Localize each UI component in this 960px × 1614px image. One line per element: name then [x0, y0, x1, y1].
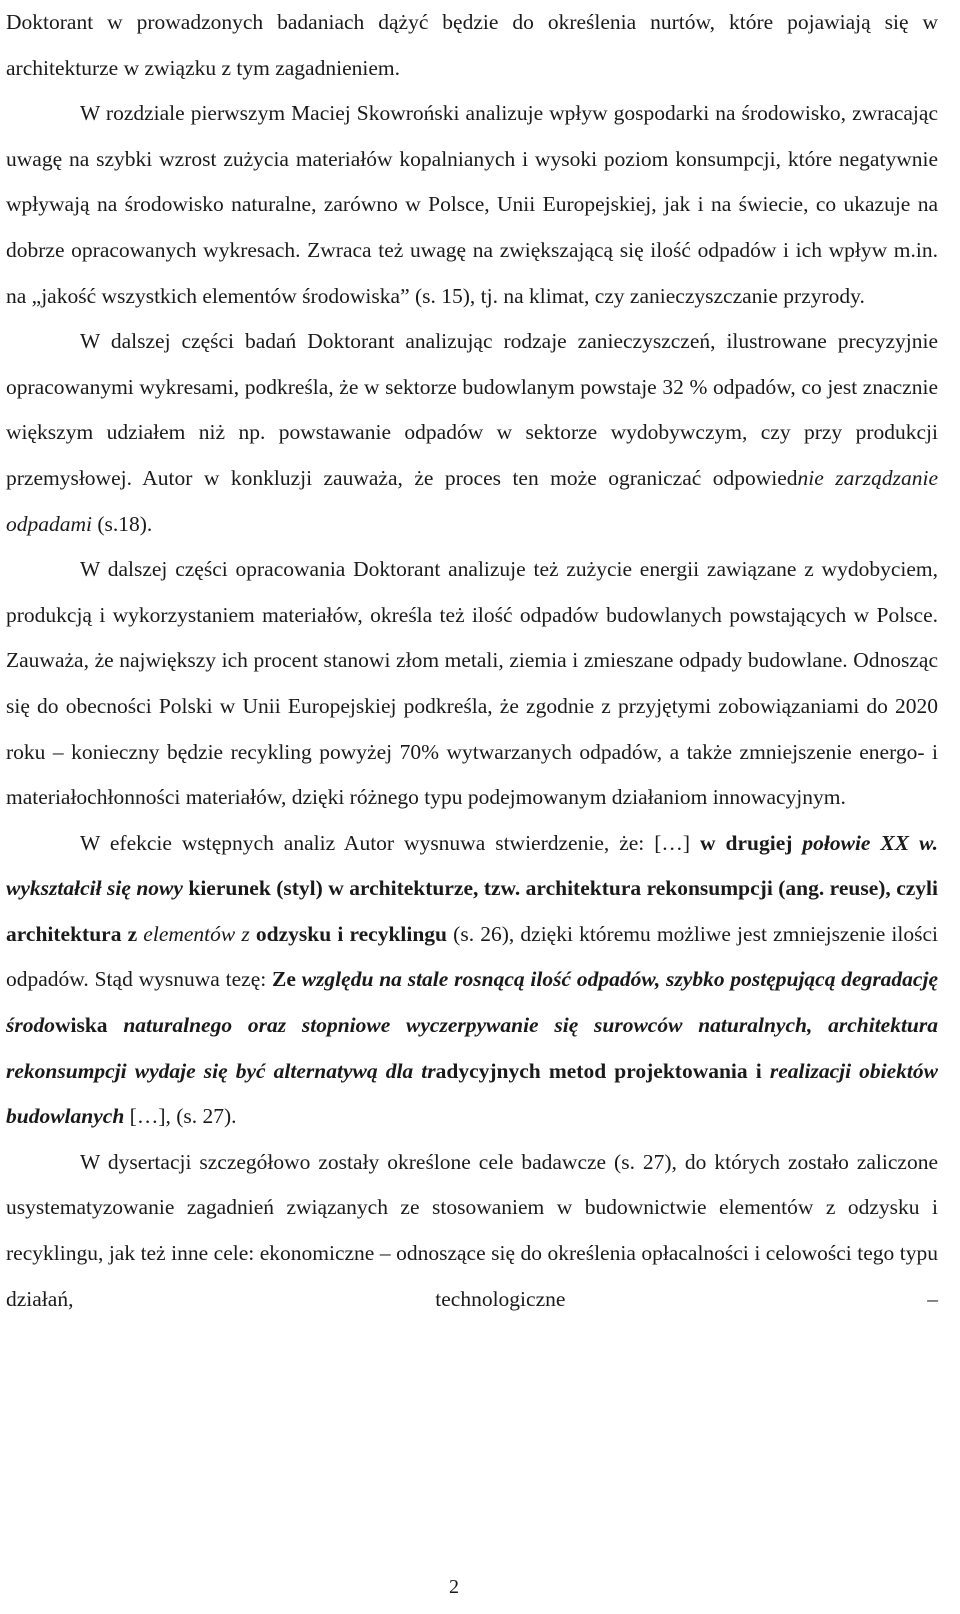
paragraph-1 [6, 0, 938, 91]
paragraph-6-text: W dysertacji szczegółowo zostały określone cele badawcze (s. 27), do których zostało zaliczone usystematyzowanie zagadnień związanych ze stosowaniem w budownictwie elementów z odzysku i recyklingu, jak też inne cele: ekonomiczne – odnoszące się do określenia opłacalności i celowości tego typu działań, technologiczne – [6, 1149, 938, 1311]
paragraph-5-quote-bold-1: w drugiej [700, 830, 803, 855]
paragraph-5-intro: W efekcie wstępnych analiz Autor wysnuwa stwierdzenie, że: […] [80, 830, 701, 855]
paragraph-3-text: W dalszej części badań Doktorant analizując rodzaje zanieczyszczeń, ilustrowane precyzyjnie opracowanymi wykresami, podkreśla, że w sektorze budowlanym powstaje 32 % odpadów, co jest znacznie większym udziałem niż np. powstawanie odpadów w sektorze wydobywczym, czy przy produkcji przemysłowej. Autor w konkluzji zauważa, że proces ten może ograniczać odpowied [6, 329, 938, 490]
paragraph-5-thesis-bolditalic-2: naturalnego oraz stopniowe wyczerpywanie się surowców naturalnych, architektura rekonsumpcji wydaje się być alternatywą dla tr [6, 1013, 939, 1083]
paragraph-5-quote-bold-3: odzysku i recyklingu [249, 921, 448, 946]
paragraph-3-citation: (s.18). [92, 511, 153, 536]
paragraph-5-thesis-bold-3: adycyjnych metod projektowania i [435, 1058, 770, 1083]
paragraph-2 [6, 91, 938, 319]
paragraph-5-quote-italic-1: elementów z [143, 921, 250, 946]
paragraph-5 [6, 821, 938, 1140]
paragraph-5-quote-bold-2: kierunek (styl) w architekturze, tzw. architektura rekonsumpcji (ang. reuse), czyli architektura z [6, 876, 938, 946]
paragraph-5-quote-bolditalic-1: połowie XX w. wykształcił się nowy [6, 830, 938, 901]
paragraph-3-italic-phrase: nie zarządzanie odpadami [6, 465, 939, 536]
paragraph-5-thesis-bold-1: Ze [272, 967, 302, 992]
paragraph-4-text: W dalszej części opracowania Doktorant analizuje też zużycie energii zawiązane z wydobyciem, produkcją i wykorzystaniem materiałów, określa też ilość odpadów budowlanych powstających w Polsce. Zauważa, że największy ich procent stanowi złom metali, ziemia i zmieszane odpady budowlane. Odnosząc się do obecności Polski w Unii Europejskiej podkreśla, że zgodnie z przyjętymi zobowiązaniami do 2020 roku – konieczny będzie recykling powyżej 70% wytwarzanych odpadów, a także zmniejszenie energo- i materiałochłonności materiałów, dzięki różnego typu podejmowanym działaniom innowacyjnym. [6, 557, 938, 810]
paragraph-3 [6, 319, 938, 547]
paragraph-5-thesis-bolditalic-3: realizacji obiektów budowlanych [6, 1058, 938, 1129]
page-number: 2 [449, 1576, 459, 1598]
paragraph-2-text: W rozdziale pierwszym Maciej Skowroński analizuje wpływ gospodarki na środowisko, zwracając uwagę na szybki wzrost zużycia materiałów kopalnianych i wysoki poziom konsumpcji, które negatywnie wpływają na środowisko naturalne, zarówno w Polsce, Unii Europejskiej, jak i na świecie, co ukazuje na dobrze opracowanych wykresach. Zwraca też uwagę na zwiększającą się ilość odpadów i ich wpływ m.in. na „jakość wszystkich elementów środowiska” (s. 15), tj. na klimat, czy zanieczyszczanie przyrody. [6, 101, 938, 308]
paragraph-4 [6, 547, 938, 821]
paragraph-5-citation: […], (s. 27). [124, 1104, 237, 1129]
paragraph-1-text: Doktorant w prowadzonych badaniach dążyć będzie do określenia nurtów, które pojawiają się w architekturze w związku z tym zagadnieniem. [6, 10, 938, 80]
paragraph-5-middle-text: (s. 26), dzięki któremu możliwe jest zmniejszenie ilości odpadów. Stąd wysnuwa tezę: [6, 921, 939, 992]
paragraph-5-thesis-bold-2: wiska [54, 1013, 124, 1038]
body-text [6, 0, 938, 1322]
paragraph-6 [6, 1140, 938, 1322]
paragraph-5-thesis-bolditalic-1: względu na stale rosnącą ilość odpadów, szybko postępującą degradację środo [6, 967, 938, 1038]
